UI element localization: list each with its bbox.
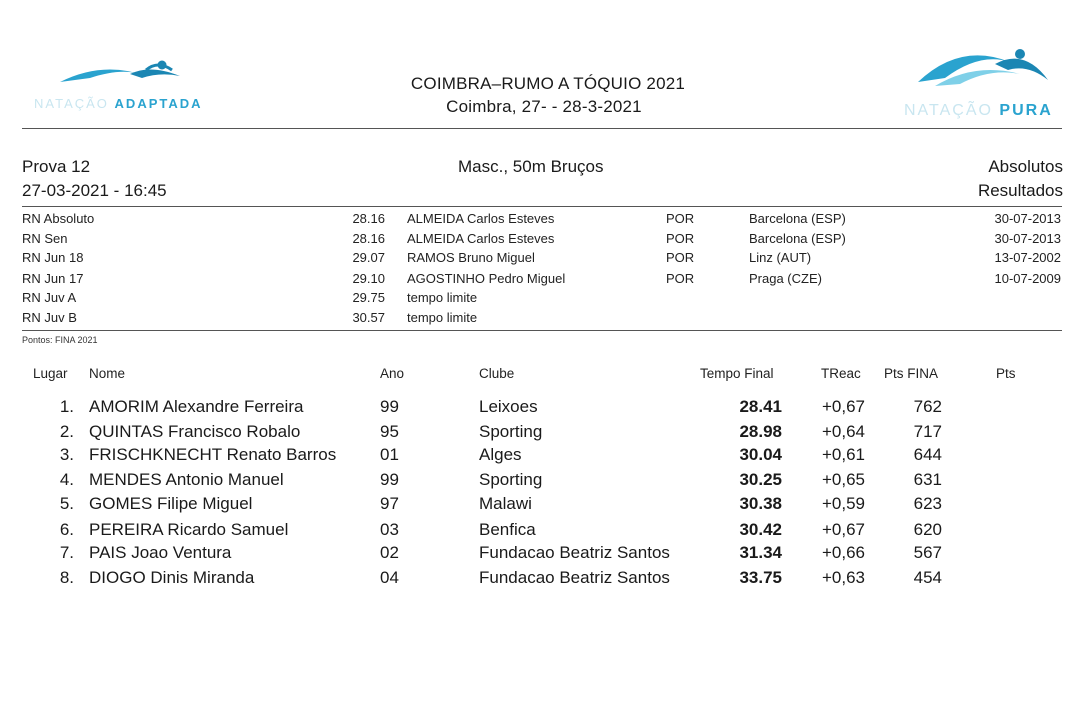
record-holder: ALMEIDA Carlos Esteves bbox=[407, 211, 555, 226]
record-label: RN Jun 18 bbox=[22, 250, 84, 265]
result-fina-points: 567 bbox=[913, 543, 942, 562]
result-reaction: +0,59 bbox=[821, 494, 865, 513]
result-name: AMORIM Alexandre Ferreira bbox=[89, 397, 304, 416]
record-time: 29.07 bbox=[352, 250, 385, 265]
result-place: 4. bbox=[59, 470, 74, 489]
record-time: 28.16 bbox=[352, 231, 385, 246]
result-club: Alges bbox=[479, 445, 522, 464]
result-fina-points: 623 bbox=[913, 494, 942, 513]
result-row bbox=[0, 568, 1080, 592]
col-year: Ano bbox=[380, 366, 405, 381]
result-club: Sporting bbox=[479, 422, 543, 441]
col-fina-points: Pts FINA bbox=[884, 366, 939, 381]
result-name: PAIS Joao Ventura bbox=[89, 543, 232, 562]
result-place: 1. bbox=[59, 397, 74, 416]
record-time: 30.57 bbox=[352, 310, 385, 325]
record-place: Linz (AUT) bbox=[749, 250, 812, 265]
result-place: 3. bbox=[59, 445, 74, 464]
record-place: Barcelona (ESP) bbox=[749, 231, 846, 246]
result-fina-points: 717 bbox=[913, 422, 942, 441]
record-date: 30-07-2013 bbox=[994, 211, 1061, 226]
result-row bbox=[0, 445, 1080, 469]
result-fina-points: 454 bbox=[913, 568, 942, 587]
col-name: Nome bbox=[89, 366, 126, 381]
result-club: Benfica bbox=[479, 520, 536, 539]
result-club: Sporting bbox=[479, 470, 543, 489]
result-year: 95 bbox=[380, 422, 399, 441]
result-name: DIOGO Dinis Miranda bbox=[89, 568, 255, 587]
result-row bbox=[0, 543, 1080, 567]
result-row bbox=[0, 422, 1080, 446]
result-row bbox=[0, 520, 1080, 544]
logo-right-strong-text: PURA bbox=[999, 102, 1053, 119]
result-time: 28.41 bbox=[739, 397, 782, 416]
result-name: QUINTAS Francisco Robalo bbox=[89, 422, 301, 441]
col-time: Tempo Final bbox=[700, 366, 774, 381]
record-time: 29.75 bbox=[352, 290, 385, 305]
result-reaction: +0,64 bbox=[821, 422, 865, 441]
points-note: Pontos: FINA 2021 bbox=[22, 335, 98, 345]
record-label: RN Jun 17 bbox=[22, 271, 84, 286]
result-place: 8. bbox=[59, 568, 74, 587]
result-time: 30.38 bbox=[739, 494, 782, 513]
records-divider bbox=[22, 330, 1062, 331]
col-club: Clube bbox=[479, 366, 515, 381]
record-label: RN Absoluto bbox=[22, 211, 95, 226]
result-time: 28.98 bbox=[739, 422, 782, 441]
result-place: 7. bbox=[59, 543, 74, 562]
result-name: MENDES Antonio Manuel bbox=[89, 470, 284, 489]
record-nation: POR bbox=[666, 211, 695, 226]
record-nation: POR bbox=[666, 250, 695, 265]
result-club: Fundacao Beatriz Santos bbox=[479, 543, 670, 562]
record-date: 30-07-2013 bbox=[994, 231, 1061, 246]
record-label: RN Juv A bbox=[22, 290, 77, 305]
record-time: 28.16 bbox=[352, 211, 385, 226]
result-time: 30.42 bbox=[739, 520, 782, 539]
logo-left-faded-text: NATAÇÃO bbox=[34, 96, 109, 111]
record-holder: AGOSTINHO Pedro Miguel bbox=[407, 271, 566, 286]
record-date: 13-07-2002 bbox=[994, 250, 1061, 265]
result-year: 99 bbox=[380, 397, 399, 416]
result-row bbox=[0, 470, 1080, 494]
result-reaction: +0,67 bbox=[821, 520, 865, 539]
result-reaction: +0,61 bbox=[821, 445, 865, 464]
event-category: Absolutos bbox=[988, 157, 1063, 176]
result-year: 04 bbox=[380, 568, 399, 587]
result-fina-points: 644 bbox=[913, 445, 942, 464]
result-name: FRISCHKNECHT Renato Barros bbox=[89, 445, 337, 464]
record-time: 29.10 bbox=[352, 271, 385, 286]
result-row bbox=[0, 397, 1080, 421]
record-holder: tempo limite bbox=[407, 310, 478, 325]
event-description: Masc., 50m Bruços bbox=[458, 157, 604, 176]
result-fina-points: 631 bbox=[913, 470, 942, 489]
result-reaction: +0,66 bbox=[821, 543, 865, 562]
result-row bbox=[0, 494, 1080, 518]
result-year: 02 bbox=[380, 543, 399, 562]
record-place: Barcelona (ESP) bbox=[749, 211, 846, 226]
result-year: 99 bbox=[380, 470, 399, 489]
result-club: Leixoes bbox=[479, 397, 538, 416]
result-year: 97 bbox=[380, 494, 399, 513]
result-time: 33.75 bbox=[739, 568, 782, 587]
record-date: 10-07-2009 bbox=[994, 271, 1061, 286]
record-label: RN Juv B bbox=[22, 310, 77, 325]
record-nation: POR bbox=[666, 231, 695, 246]
header-divider bbox=[22, 128, 1062, 129]
result-club: Fundacao Beatriz Santos bbox=[479, 568, 670, 587]
result-time: 31.34 bbox=[739, 543, 782, 562]
result-year: 03 bbox=[380, 520, 399, 539]
result-reaction: +0,63 bbox=[821, 568, 865, 587]
logo-left-strong-text: ADAPTADA bbox=[114, 96, 203, 111]
record-holder: ALMEIDA Carlos Esteves bbox=[407, 231, 555, 246]
result-time: 30.25 bbox=[739, 470, 782, 489]
result-place: 5. bbox=[59, 494, 74, 513]
result-year: 01 bbox=[380, 445, 399, 464]
event-status: Resultados bbox=[977, 181, 1063, 200]
result-time: 30.04 bbox=[739, 445, 782, 464]
result-name: GOMES Filipe Miguel bbox=[89, 494, 253, 513]
record-holder: tempo limite bbox=[407, 290, 478, 305]
result-fina-points: 762 bbox=[913, 397, 942, 416]
result-club: Malawi bbox=[479, 494, 532, 513]
event-divider bbox=[22, 206, 1062, 207]
result-name: PEREIRA Ricardo Samuel bbox=[89, 520, 289, 539]
logo-right-faded-text: NATAÇÃO bbox=[904, 102, 993, 119]
record-nation: POR bbox=[666, 271, 695, 286]
record-holder: RAMOS Bruno Miguel bbox=[407, 250, 535, 265]
col-points: Pts bbox=[996, 366, 1016, 381]
col-place: Lugar bbox=[33, 366, 68, 381]
record-place: Praga (CZE) bbox=[749, 271, 822, 286]
meet-subtitle: Coimbra, 27- - 28-3-2021 bbox=[446, 97, 642, 116]
event-number: Prova 12 bbox=[22, 157, 91, 176]
record-label: RN Sen bbox=[22, 231, 68, 246]
meet-title: COIMBRA–RUMO A TÓQUIO 2021 bbox=[410, 74, 686, 93]
result-fina-points: 620 bbox=[913, 520, 942, 539]
result-reaction: +0,65 bbox=[821, 470, 865, 489]
result-reaction: +0,67 bbox=[821, 397, 865, 416]
event-datetime: 27-03-2021 - 16:45 bbox=[22, 181, 167, 200]
result-place: 6. bbox=[59, 520, 74, 539]
result-place: 2. bbox=[59, 422, 74, 441]
col-reaction: TReac bbox=[821, 366, 861, 381]
